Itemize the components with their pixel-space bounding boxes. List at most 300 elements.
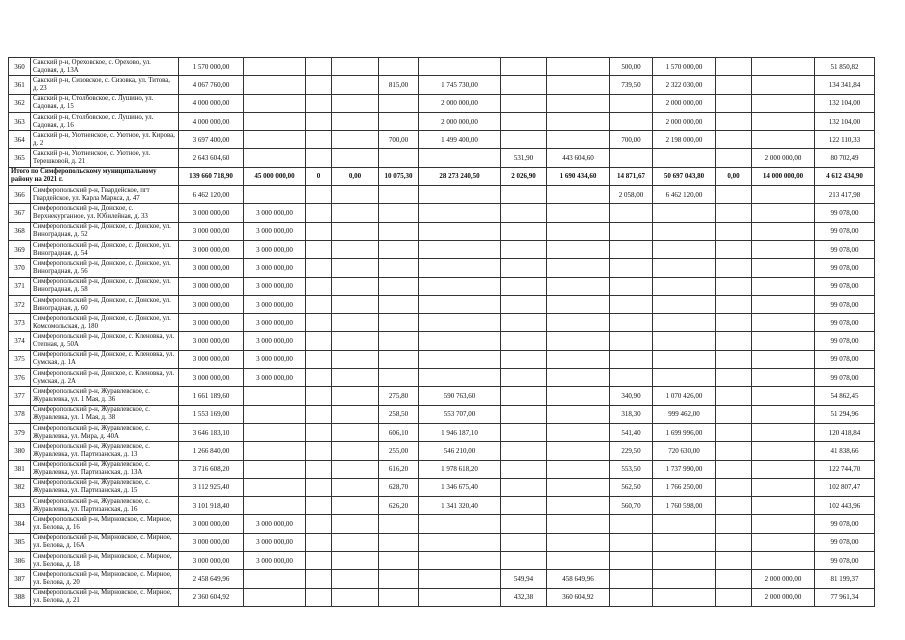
col-5-cell [332, 350, 379, 368]
col-3-cell: 3 000 000,00 [244, 222, 306, 240]
col-3-cell: 3 000 000,00 [244, 552, 306, 570]
col-5-cell [332, 369, 379, 387]
area-3-cell [610, 240, 653, 258]
table-row [9, 204, 875, 222]
col-12-cell [716, 552, 752, 570]
col-5-cell [332, 405, 379, 423]
amount-3-cell [653, 588, 716, 606]
col-13-cell [752, 94, 815, 112]
area-1-cell: 606,10 [379, 423, 419, 441]
row-number: 363 [9, 112, 31, 130]
col-13-cell [752, 295, 815, 313]
col-12-cell [716, 222, 752, 240]
col-14-cell: 4 612 434,90 [815, 167, 875, 185]
col-5-cell [332, 76, 379, 94]
col-5-cell [332, 58, 379, 76]
area-3-cell [610, 533, 653, 551]
area-2-cell: 531,90 [501, 149, 547, 167]
area-2-cell [501, 460, 547, 478]
area-1-cell [379, 186, 419, 204]
total-cost-cell: 3 000 000,00 [179, 204, 244, 222]
col-3-cell [244, 76, 306, 94]
amount-1-cell: 1 499 400,00 [419, 131, 501, 149]
col-4-cell [306, 369, 332, 387]
amount-3-cell [653, 222, 716, 240]
amount-1-cell [419, 570, 501, 588]
amount-1-cell: 1 341 320,40 [419, 497, 501, 515]
area-2-cell [501, 112, 547, 130]
amount-3-cell: 720 630,00 [653, 442, 716, 460]
table-row [9, 222, 875, 240]
amount-2-cell [547, 131, 610, 149]
amount-1-cell [419, 332, 501, 350]
amount-3-cell: 1 760 598,00 [653, 497, 716, 515]
address-cell: Сакский р-н, Столбовское, с. Лушино, ул. Садовая, д. 16 [31, 112, 179, 130]
area-2-cell: 432,38 [501, 588, 547, 606]
row-number: 374 [9, 332, 31, 350]
total-cost-cell: 3 000 000,00 [179, 533, 244, 551]
amount-1-cell: 1 978 618,20 [419, 460, 501, 478]
total-cost-cell: 3 000 000,00 [179, 515, 244, 533]
area-1-cell [379, 94, 419, 112]
amount-2-cell [547, 314, 610, 332]
area-3-cell [610, 222, 653, 240]
col-3-cell: 45 000 000,00 [244, 167, 306, 185]
col-12-cell [716, 369, 752, 387]
row-number: 364 [9, 131, 31, 149]
amount-3-cell [653, 314, 716, 332]
address-cell: Сакский р-н, Столбовское, с. Лушино, ул. Садовая, д. 15 [31, 94, 179, 112]
area-3-cell [610, 94, 653, 112]
col-14-cell: 77 961,34 [815, 588, 875, 606]
address-cell: Симферопольский р-н, Журавлевское, с. Журавлевка, ул. Мира, д. 40А [31, 423, 179, 441]
amount-3-cell: 1 570 000,00 [653, 58, 716, 76]
col-3-cell: 3 000 000,00 [244, 314, 306, 332]
amount-2-cell [547, 295, 610, 313]
address-cell: Симферопольский р-н, Донское, с. Донское, ул. Виноградная, д. 52 [31, 222, 179, 240]
col-14-cell: 99 078,00 [815, 515, 875, 533]
table-row [9, 112, 875, 130]
col-13-cell [752, 478, 815, 496]
col-12-cell [716, 588, 752, 606]
col-12-cell [716, 460, 752, 478]
table-row [9, 387, 875, 405]
col-13-cell [752, 131, 815, 149]
col-13-cell [752, 515, 815, 533]
amount-1-cell [419, 240, 501, 258]
amount-3-cell [653, 277, 716, 295]
table-body [9, 58, 875, 607]
col-12-cell [716, 76, 752, 94]
col-5-cell [332, 222, 379, 240]
amount-1-cell [419, 186, 501, 204]
row-number: 381 [9, 460, 31, 478]
area-1-cell: 10 075,30 [379, 167, 419, 185]
amount-2-cell [547, 533, 610, 551]
col-3-cell [244, 497, 306, 515]
col-4-cell [306, 588, 332, 606]
col-12-cell [716, 259, 752, 277]
amount-3-cell [653, 204, 716, 222]
table-row [9, 552, 875, 570]
amount-1-cell [419, 277, 501, 295]
amount-1-cell [419, 58, 501, 76]
address-cell: Симферопольский р-н, Донское, с. Верхнекурганное, ул. Юбилейная, д. 33 [31, 204, 179, 222]
table-row [9, 76, 875, 94]
address-cell: Симферопольский р-н, Донское, с. Кленовка, ул. Степная, д. 50А [31, 332, 179, 350]
col-4-cell [306, 423, 332, 441]
amount-2-cell: 443 604,60 [547, 149, 610, 167]
col-14-cell: 99 078,00 [815, 222, 875, 240]
row-number: 380 [9, 442, 31, 460]
amount-1-cell [419, 369, 501, 387]
col-3-cell [244, 478, 306, 496]
col-3-cell: 3 000 000,00 [244, 350, 306, 368]
area-1-cell: 616,20 [379, 460, 419, 478]
amount-3-cell [653, 332, 716, 350]
col-5-cell [332, 442, 379, 460]
col-5-cell [332, 204, 379, 222]
row-number: 383 [9, 497, 31, 515]
total-cost-cell: 3 000 000,00 [179, 240, 244, 258]
area-1-cell [379, 332, 419, 350]
address-cell: Сакский р-н, Уютненское, с. Уютное, ул. Кирова, д. 2 [31, 131, 179, 149]
amount-1-cell: 2 000 000,00 [419, 112, 501, 130]
area-1-cell [379, 533, 419, 551]
col-3-cell: 3 000 000,00 [244, 277, 306, 295]
amount-2-cell [547, 497, 610, 515]
area-1-cell [379, 314, 419, 332]
area-2-cell [501, 332, 547, 350]
amount-2-cell [547, 552, 610, 570]
area-2-cell [501, 76, 547, 94]
address-cell: Симферопольский р-н, Мирновское, с. Мирное, ул. Белова, д. 16А [31, 533, 179, 551]
total-cost-cell: 3 101 918,40 [179, 497, 244, 515]
row-number: 384 [9, 515, 31, 533]
area-1-cell: 258,50 [379, 405, 419, 423]
amount-3-cell: 2 198 000,00 [653, 131, 716, 149]
area-3-cell: 318,30 [610, 405, 653, 423]
amount-2-cell [547, 405, 610, 423]
area-1-cell: 628,70 [379, 478, 419, 496]
col-4-cell [306, 295, 332, 313]
col-3-cell: 3 000 000,00 [244, 259, 306, 277]
area-3-cell: 553,50 [610, 460, 653, 478]
area-3-cell [610, 259, 653, 277]
col-5-cell [332, 387, 379, 405]
col-12-cell: 0,00 [716, 167, 752, 185]
col-12-cell [716, 112, 752, 130]
col-14-cell: 132 104,00 [815, 112, 875, 130]
area-2-cell [501, 186, 547, 204]
col-3-cell [244, 131, 306, 149]
col-3-cell [244, 423, 306, 441]
address-cell: Симферопольский р-н, Донское, с. Кленовка, ул. Сумская, д. 2А [31, 369, 179, 387]
area-2-cell [501, 387, 547, 405]
col-13-cell: 2 000 000,00 [752, 149, 815, 167]
table-row [9, 369, 875, 387]
area-2-cell [501, 240, 547, 258]
amount-2-cell [547, 515, 610, 533]
col-13-cell [752, 369, 815, 387]
col-3-cell [244, 387, 306, 405]
area-1-cell: 275,80 [379, 387, 419, 405]
row-number: 371 [9, 277, 31, 295]
total-cost-cell: 1 661 189,60 [179, 387, 244, 405]
amount-3-cell: 1 766 250,00 [653, 478, 716, 496]
col-13-cell [752, 240, 815, 258]
address-cell: Симферопольский р-н, Мирновское, с. Мирное, ул. Белова, д. 21 [31, 588, 179, 606]
col-3-cell: 3 000 000,00 [244, 332, 306, 350]
table-row [9, 240, 875, 258]
budget-table [8, 57, 875, 607]
col-4-cell [306, 552, 332, 570]
col-13-cell [752, 222, 815, 240]
amount-2-cell [547, 58, 610, 76]
col-4-cell [306, 149, 332, 167]
col-14-cell: 102 443,96 [815, 497, 875, 515]
area-2-cell [501, 533, 547, 551]
col-14-cell: 99 078,00 [815, 204, 875, 222]
col-4-cell [306, 478, 332, 496]
row-number: 367 [9, 204, 31, 222]
col-12-cell [716, 442, 752, 460]
col-4-cell: 0 [306, 167, 332, 185]
amount-1-cell [419, 259, 501, 277]
col-5-cell [332, 478, 379, 496]
amount-2-cell [547, 350, 610, 368]
table-row [9, 350, 875, 368]
area-3-cell: 560,70 [610, 497, 653, 515]
amount-3-cell [653, 259, 716, 277]
table-row [9, 588, 875, 606]
amount-3-cell [653, 369, 716, 387]
amount-3-cell: 1 737 990,00 [653, 460, 716, 478]
address-cell: Симферопольский р-н, Журавлевское, с. Журавлевка, ул. Партизанская, д. 15 [31, 478, 179, 496]
amount-1-cell: 2 000 000,00 [419, 94, 501, 112]
col-14-cell: 99 078,00 [815, 277, 875, 295]
col-5-cell: 0,00 [332, 167, 379, 185]
table-row [9, 259, 875, 277]
amount-2-cell [547, 423, 610, 441]
amount-1-cell [419, 533, 501, 551]
total-cost-cell: 1 266 840,00 [179, 442, 244, 460]
amount-2-cell: 360 604,92 [547, 588, 610, 606]
col-12-cell [716, 240, 752, 258]
amount-3-cell: 1 699 996,00 [653, 423, 716, 441]
area-1-cell [379, 204, 419, 222]
col-13-cell [752, 314, 815, 332]
row-number: 369 [9, 240, 31, 258]
total-cost-cell: 3 000 000,00 [179, 295, 244, 313]
col-13-cell [752, 76, 815, 94]
area-3-cell [610, 112, 653, 130]
col-13-cell [752, 350, 815, 368]
col-5-cell [332, 588, 379, 606]
address-cell: Симферопольский р-н, Гвардейское, пгт Гвардейское, ул. Карла Маркса, д. 47 [31, 186, 179, 204]
col-13-cell [752, 497, 815, 515]
total-cost-cell: 3 000 000,00 [179, 369, 244, 387]
row-number: 386 [9, 552, 31, 570]
address-cell: Симферопольский р-н, Донское, с. Донское, ул. Комсомольская, д. 180 [31, 314, 179, 332]
total-cost-cell: 3 646 183,10 [179, 423, 244, 441]
area-3-cell [610, 588, 653, 606]
amount-1-cell: 1 745 730,00 [419, 76, 501, 94]
col-3-cell [244, 570, 306, 588]
area-3-cell [610, 570, 653, 588]
col-12-cell [716, 94, 752, 112]
col-12-cell [716, 387, 752, 405]
col-5-cell [332, 533, 379, 551]
area-1-cell [379, 112, 419, 130]
area-3-cell: 2 058,00 [610, 186, 653, 204]
area-2-cell: 549,94 [501, 570, 547, 588]
col-4-cell [306, 259, 332, 277]
area-3-cell [610, 314, 653, 332]
address-cell: Симферопольский р-н, Журавлевское, с. Журавлевка, ул. 1 Мая, д. 36 [31, 387, 179, 405]
col-14-cell: 51 294,96 [815, 405, 875, 423]
address-cell: Симферопольский р-н, Донское, с. Донское, ул. Виноградная, д. 58 [31, 277, 179, 295]
col-3-cell [244, 588, 306, 606]
col-3-cell [244, 112, 306, 130]
col-13-cell [752, 112, 815, 130]
col-14-cell: 51 850,82 [815, 58, 875, 76]
address-cell: Симферопольский р-н, Мирновское, с. Мирное, ул. Белова, д. 20 [31, 570, 179, 588]
col-13-cell: 2 000 000,00 [752, 570, 815, 588]
area-2-cell [501, 222, 547, 240]
area-1-cell [379, 259, 419, 277]
row-number: 372 [9, 295, 31, 313]
col-4-cell [306, 112, 332, 130]
col-13-cell [752, 442, 815, 460]
amount-2-cell [547, 277, 610, 295]
total-label: Итого по Симферопольскому муниципальному району на 2021 г. [9, 167, 179, 185]
col-13-cell: 14 000 000,00 [752, 167, 815, 185]
amount-2-cell [547, 460, 610, 478]
col-12-cell [716, 570, 752, 588]
col-4-cell [306, 387, 332, 405]
col-13-cell [752, 259, 815, 277]
col-14-cell: 134 341,84 [815, 76, 875, 94]
amount-2-cell [547, 478, 610, 496]
area-3-cell [610, 350, 653, 368]
total-cost-cell: 2 360 604,92 [179, 588, 244, 606]
row-number: 361 [9, 76, 31, 94]
area-3-cell [610, 295, 653, 313]
amount-2-cell [547, 112, 610, 130]
row-number: 365 [9, 149, 31, 167]
area-3-cell: 14 871,67 [610, 167, 653, 185]
total-cost-cell: 1 553 169,00 [179, 405, 244, 423]
col-12-cell [716, 58, 752, 76]
col-12-cell [716, 533, 752, 551]
table-row [9, 442, 875, 460]
col-12-cell [716, 478, 752, 496]
area-2-cell [501, 478, 547, 496]
amount-1-cell: 590 763,60 [419, 387, 501, 405]
col-4-cell [306, 497, 332, 515]
col-3-cell [244, 58, 306, 76]
col-14-cell: 122 110,33 [815, 131, 875, 149]
address-cell: Сакский р-н, Уютненское, с. Уютное, ул. Терешковой, д. 21 [31, 149, 179, 167]
col-3-cell: 3 000 000,00 [244, 515, 306, 533]
col-3-cell [244, 460, 306, 478]
amount-1-cell [419, 149, 501, 167]
amount-2-cell [547, 387, 610, 405]
col-12-cell [716, 186, 752, 204]
col-5-cell [332, 94, 379, 112]
row-number: 382 [9, 478, 31, 496]
row-number: 360 [9, 58, 31, 76]
area-3-cell: 739,50 [610, 76, 653, 94]
col-5-cell [332, 552, 379, 570]
row-number: 377 [9, 387, 31, 405]
col-13-cell [752, 186, 815, 204]
area-1-cell [379, 149, 419, 167]
amount-1-cell [419, 295, 501, 313]
row-number: 376 [9, 369, 31, 387]
total-cost-cell: 1 570 000,00 [179, 58, 244, 76]
address-cell: Сакский р-н, Ореховское, с. Орехово, ул. Садовая, д. 13А [31, 58, 179, 76]
col-5-cell [332, 570, 379, 588]
area-2-cell [501, 277, 547, 295]
total-cost-cell: 3 000 000,00 [179, 222, 244, 240]
table-row [9, 149, 875, 167]
amount-2-cell [547, 442, 610, 460]
col-4-cell [306, 277, 332, 295]
amount-3-cell: 6 462 120,00 [653, 186, 716, 204]
col-12-cell [716, 515, 752, 533]
address-cell: Симферопольский р-н, Донское, с. Донское, ул. Виноградная, д. 60 [31, 295, 179, 313]
address-cell: Симферопольский р-н, Донское, с. Донское, ул. Виноградная, д. 56 [31, 259, 179, 277]
area-3-cell [610, 332, 653, 350]
area-2-cell [501, 405, 547, 423]
col-14-cell: 102 807,47 [815, 478, 875, 496]
area-3-cell [610, 369, 653, 387]
col-14-cell: 99 078,00 [815, 369, 875, 387]
amount-2-cell: 1 690 434,60 [547, 167, 610, 185]
total-cost-cell: 3 000 000,00 [179, 350, 244, 368]
col-5-cell [332, 515, 379, 533]
total-cost-cell: 3 000 000,00 [179, 259, 244, 277]
col-14-cell: 99 078,00 [815, 552, 875, 570]
col-4-cell [306, 405, 332, 423]
col-13-cell [752, 552, 815, 570]
col-13-cell [752, 204, 815, 222]
table-row [9, 405, 875, 423]
col-13-cell [752, 277, 815, 295]
area-2-cell [501, 204, 547, 222]
col-13-cell: 2 000 000,00 [752, 588, 815, 606]
area-2-cell [501, 515, 547, 533]
col-14-cell: 99 078,00 [815, 350, 875, 368]
col-5-cell [332, 112, 379, 130]
col-14-cell: 132 104,00 [815, 94, 875, 112]
col-4-cell [306, 350, 332, 368]
amount-1-cell: 553 707,00 [419, 405, 501, 423]
area-3-cell [610, 204, 653, 222]
col-5-cell [332, 314, 379, 332]
col-12-cell [716, 332, 752, 350]
table-row [9, 186, 875, 204]
col-13-cell [752, 332, 815, 350]
table-row [9, 478, 875, 496]
amount-2-cell [547, 204, 610, 222]
col-12-cell [716, 149, 752, 167]
col-4-cell [306, 222, 332, 240]
col-14-cell: 99 078,00 [815, 240, 875, 258]
address-cell: Симферопольский р-н, Журавлевское, с. Журавлевка, ул. Партизанская, д. 13 [31, 442, 179, 460]
